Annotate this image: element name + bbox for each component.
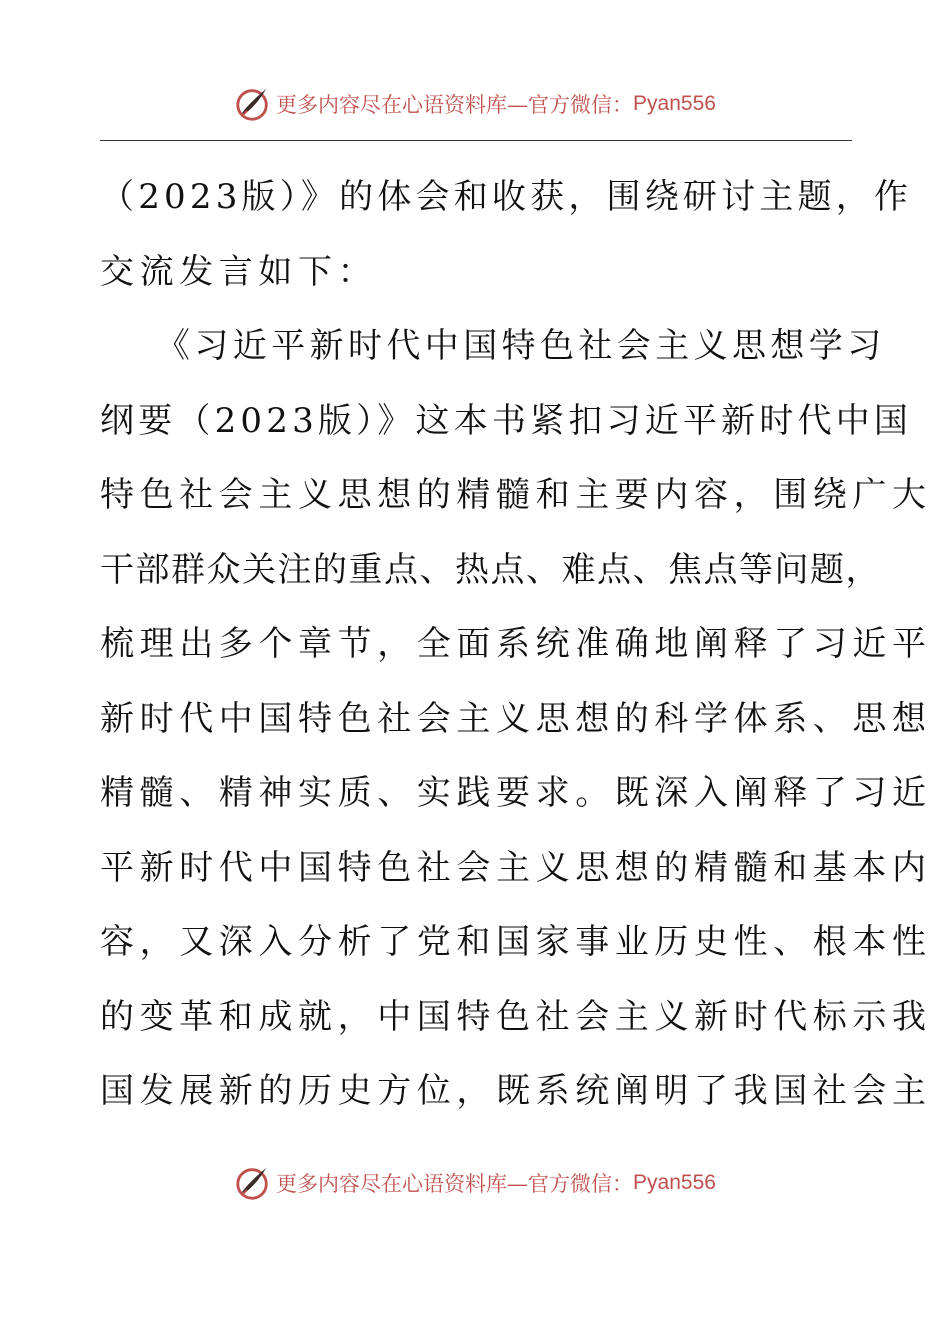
footer-banner-text: 更多内容尽在心语资料库—官方微信： <box>276 1172 634 1196</box>
body-line: 平新时代中国特色社会主义思想的精髓和基本内 <box>100 847 932 888</box>
body-line: 《习近平新时代中国特色社会主义思想学习 <box>156 326 886 366</box>
header-wechat-id: Pyan556 <box>633 92 716 115</box>
body-line: 梳理出多个章节，全面系统准确地阐释了习近平 <box>100 624 932 664</box>
body-line: 国发展新的历史方位，既系统阐明了我国社会主 <box>100 1071 932 1111</box>
footer-banner <box>0 1163 950 1203</box>
body-line: 精髓、精神实质、实践要求。既深入阐释了习近 <box>100 773 932 813</box>
body-line: 的变革和成就，中国特色社会主义新时代标示我 <box>100 996 932 1037</box>
footer-wechat-id: Pyan556 <box>633 1171 716 1194</box>
body-line: （2023版）》的体会和收获，围绕研讨主题，作 <box>100 177 913 217</box>
header-banner-text: 更多内容尽在心语资料库—官方微信： <box>276 93 634 117</box>
header-banner <box>0 84 950 124</box>
body-line: 特色社会主义思想的精髓和主要内容，围绕广大 <box>100 475 932 515</box>
body-line: 干部群众关注的重点、热点、难点、焦点等问题， <box>100 549 881 590</box>
body-line: 新时代中国特色社会主义思想的科学体系、思想 <box>100 698 932 739</box>
quill-logo-icon <box>234 1164 272 1202</box>
body-line: 容，又深入分析了党和国家事业历史性、根本性 <box>100 922 932 962</box>
document-body <box>100 160 932 1129</box>
body-line: 纲要（2023版）》这本书紧扣习近平新时代中国 <box>100 400 913 441</box>
body-line: 交流发言如下： <box>100 251 378 292</box>
header-divider <box>100 140 852 141</box>
quill-logo-icon <box>234 85 272 123</box>
